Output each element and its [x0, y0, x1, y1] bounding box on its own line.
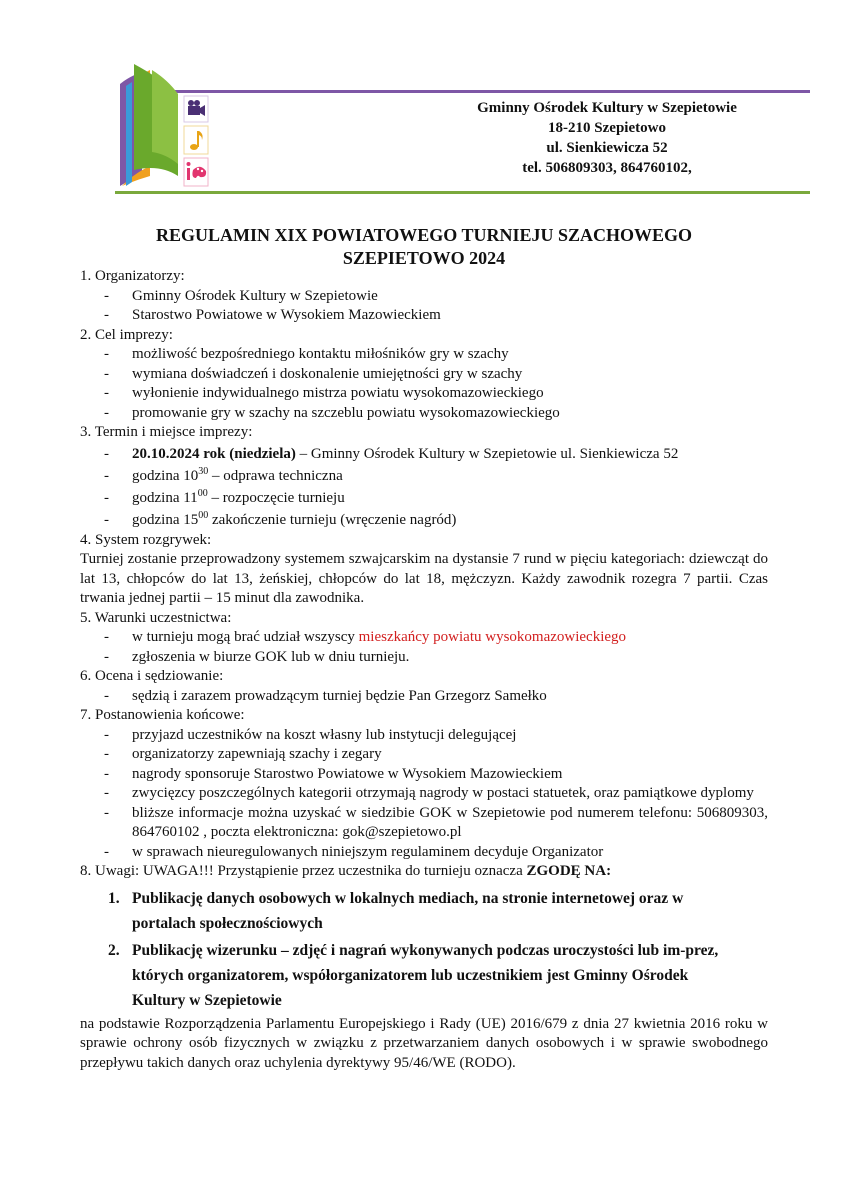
- consent-text: Publikację wizerunku – zdjęć i nagrań wykonywanych podczas uroczystości lub im-prez, których organizatorem, współorganizatorem lub uczestnikiem jest Gminny Ośrodek Kultury w Szepietowie: [132, 941, 719, 1009]
- section-7-heading: 7. Postanowienia końcowe:: [80, 707, 245, 723]
- header-bottom-rule: [115, 191, 810, 194]
- time-description: – odprawa techniczna: [208, 467, 343, 484]
- schedule-item: [80, 487, 768, 509]
- time-description: zakończenie turnieju (wręczenie nagród): [208, 511, 457, 528]
- section-5-heading: 5. Warunki uczestnictwa:: [80, 609, 232, 626]
- list-item: - organizatorzy zapewniają szachy i zegary: [80, 745, 768, 765]
- regulations-body: [80, 267, 768, 1073]
- event-venue: – Gminny Ośrodek Kultury w Szepietowie ul. Sienkiewicza 52: [295, 445, 679, 462]
- list-item: - sędzią i zarazem prowadzącym turniej będzie Pan Grzegorz Samełko: [80, 687, 768, 707]
- list-item: - wyłonienie indywidualnego mistrza powiatu wysokomazowieckiego: [80, 384, 768, 404]
- section-3-list: [80, 443, 768, 531]
- section-4-text: Turniej zostanie przeprowadzony systemem szwajcarskim na dystansie 7 rund w pięciu kategoriach: dziewcząt do lat 13, chłopców do lat 13, żeńskiej, chłopców do lat 18, mężczyzn. Każdy zawodnik rozegra 7 partii. Czas trwania jednej partii – 15 minut dla zawodnika.: [80, 551, 768, 606]
- list-item: - Starostwo Powiatowe w Wysokiem Mazowieckiem: [80, 306, 768, 326]
- list-item: - nagrody sponsoruje Starostwo Powiatowe w Wysokiem Mazowieckiem: [80, 765, 768, 785]
- section-1-list: [80, 287, 768, 326]
- time-label: godzina 11: [132, 489, 198, 506]
- event-date-item: [80, 443, 768, 465]
- list-item: - zwycięzcy poszczególnych kategorii otrzymają nagrody w postaci statuetek, oraz pamiątkowe dyplomy: [80, 784, 768, 804]
- consent-list: [80, 886, 768, 1013]
- consent-item: [80, 938, 768, 1013]
- org-phone: tel. 506809303, 864760102,: [522, 160, 692, 176]
- title-line-1: REGULAMIN XIX POWIATOWEGO TURNIEJU SZACHOWEGO: [155, 225, 693, 245]
- section-3-heading: 3. Termin i miejsce imprezy:: [80, 424, 253, 440]
- org-postal: 18-210 Szepietowo: [548, 120, 666, 136]
- list-item: - Gminny Ośrodek Kultury w Szepietowie: [80, 287, 768, 307]
- time-label: godzina 15: [132, 511, 199, 528]
- section-2-list: [80, 345, 768, 423]
- time-minutes: 00: [197, 487, 208, 499]
- consent-number: 2.: [108, 941, 120, 959]
- document-title: [80, 224, 768, 270]
- section-2-heading: 2. Cel imprezy:: [80, 326, 173, 343]
- list-item: - możliwość bezpośredniego kontaktu miłośników gry w szachy: [80, 345, 768, 365]
- section-8-heading: [80, 862, 768, 882]
- consent-label: ZGODĘ NA:: [526, 863, 612, 879]
- event-date: 20.10.2024 rok (niedziela): [132, 445, 296, 462]
- title-line-2: SZEPIETOWO 2024: [342, 248, 506, 268]
- music-note-icon-box: [184, 126, 208, 154]
- time-minutes: 00: [198, 509, 209, 521]
- schedule-item: [80, 465, 768, 487]
- list-item: - promowanie gry w szachy na szczeblu powiatu wysokomazowieckiego: [80, 404, 768, 424]
- gok-logo: [112, 64, 214, 188]
- section-5-list: [80, 628, 768, 667]
- section-7-list: [80, 726, 768, 863]
- header-top-rule: [120, 90, 810, 93]
- organizer-address-block: [442, 98, 772, 178]
- logo-page-green-light: [152, 70, 178, 164]
- org-name: Gminny Ośrodek Kultury w Szepietowie: [477, 100, 737, 116]
- list-item: - przyjazd uczestników na koszt własny lub instytucji delegującej: [80, 726, 768, 746]
- logo-page-blue: [126, 82, 132, 186]
- section-6-list: [80, 687, 768, 707]
- schedule-item: [80, 509, 768, 531]
- gdpr-footer: na podstawie Rozporządzenia Parlamentu Europejskiego i Rady (UE) 2016/679 z dnia 27 kwietnia 2016 roku w sprawie ochrony osób fizycznych w związku z przetwarzaniem danych osobowych i w sprawie swobodnego przepływu takich danych oraz uchylenia dyrektywy 95/46/WE (RODO).: [80, 1015, 768, 1071]
- section-4-heading: 4. System rozgrywek:: [80, 531, 212, 548]
- org-street: ul. Sienkiewicza 52: [546, 140, 668, 156]
- list-item: - bliższe informacje można uzyskać w siedzibie GOK w Szepietowie pod numerem telefonu: 506809303, 864760102 , poczta elektroniczna: gok@szepietowo.pl: [80, 804, 768, 843]
- consent-item: [80, 886, 768, 936]
- consent-text: Publikację danych osobowych w lokalnych mediach, na stronie internetowej oraz w portalach społecznościowych: [132, 889, 684, 932]
- list-item: - wymiana doświadczeń i doskonalenie umiejętności gry w szachy: [80, 365, 768, 385]
- list-item: - zgłoszenia w biurze GOK lub w dniu turnieju.: [80, 648, 768, 668]
- time-description: – rozpoczęcie turnieju: [207, 489, 345, 506]
- time-label: godzina 10: [132, 467, 199, 484]
- eligibility-text: w turnieju mogą brać udział wszyscy: [132, 629, 359, 645]
- time-minutes: 30: [198, 465, 209, 477]
- eligibility-highlight: mieszkańcy powiatu wysokomazowieckiego: [358, 629, 627, 645]
- list-item: - w sprawach nieuregulowanych niniejszym regulaminem decyduje Organizator: [80, 843, 768, 863]
- list-item: [80, 628, 768, 648]
- consent-number: 1.: [108, 889, 120, 907]
- section-1-heading: 1. Organizatorzy:: [80, 268, 185, 284]
- section-6-heading: 6. Ocena i sędziowanie:: [80, 668, 224, 684]
- notice-text: 8. Uwagi: UWAGA!!! Przystąpienie przez uczestnika do turnieju oznacza: [80, 863, 527, 879]
